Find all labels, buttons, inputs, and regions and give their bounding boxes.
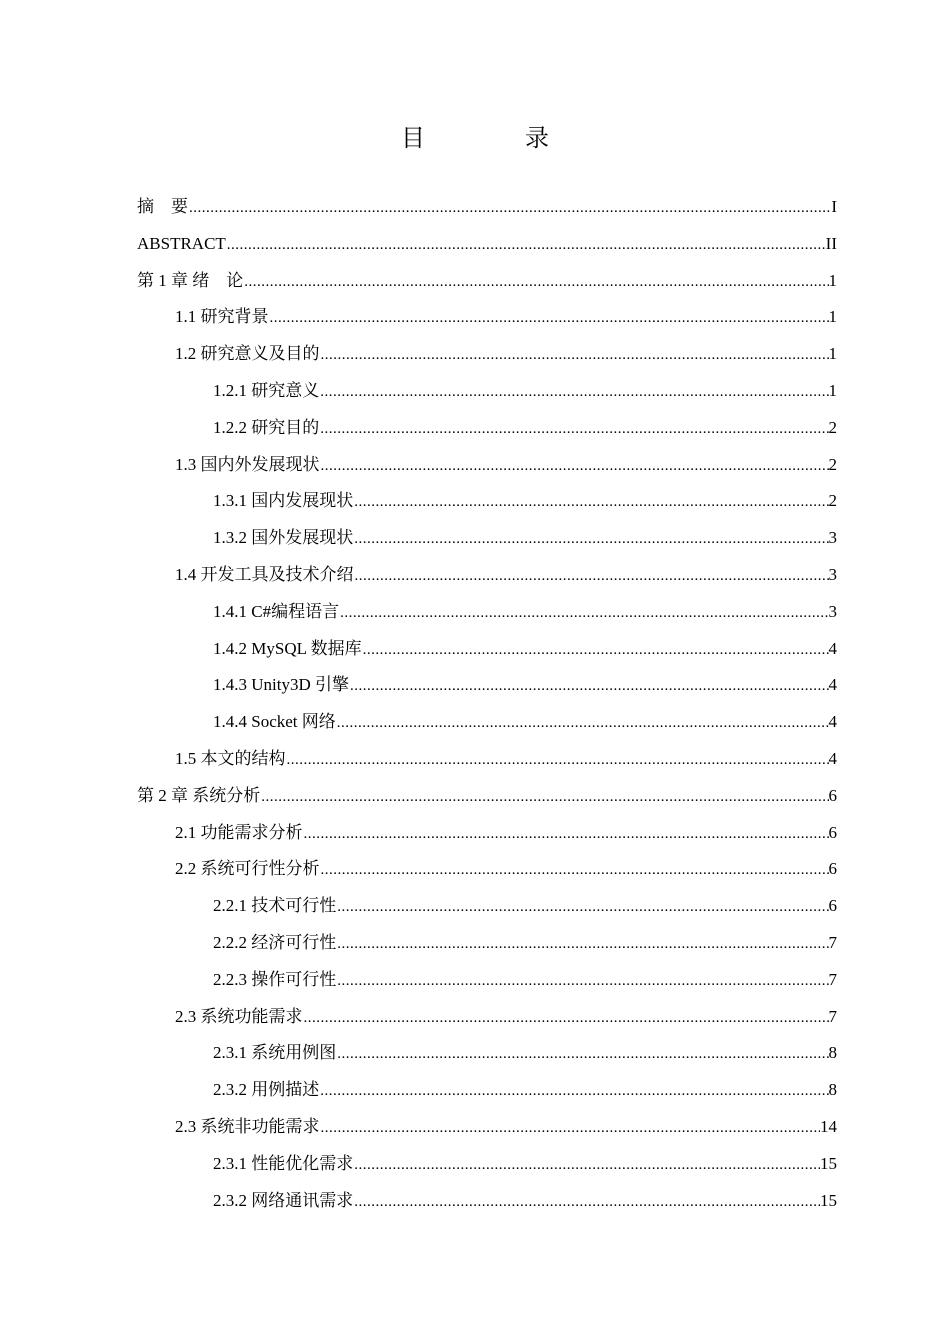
toc-entry-title: 1.4.4 Socket 网络	[213, 712, 336, 732]
toc-entry[interactable]	[137, 413, 837, 450]
toc-dot-leader	[337, 928, 828, 959]
toc-dot-leader	[304, 1002, 829, 1033]
toc-dot-leader	[287, 744, 829, 775]
toc-entry-title: 1.2.2 研究目的	[213, 417, 320, 437]
toc-dot-leader	[354, 1149, 820, 1180]
toc-entry-page-number: 1	[828, 344, 837, 364]
toc-dot-leader	[355, 560, 829, 591]
toc-entry[interactable]	[137, 302, 837, 339]
toc-dot-leader	[261, 781, 828, 812]
toc-entry-title: 1.4.3 Unity3D 引擎	[213, 675, 349, 695]
toc-dot-leader	[340, 597, 828, 628]
toc-entry[interactable]	[137, 339, 837, 376]
toc-entry-title: 2.3.1 性能优化需求	[213, 1153, 354, 1173]
toc-entry-page-number: 3	[828, 528, 837, 548]
toc-dot-leader	[189, 192, 831, 223]
toc-dot-leader	[320, 413, 828, 444]
toc-entry-title: 1.4 开发工具及技术介绍	[175, 564, 354, 584]
toc-entry-page-number: 4	[828, 638, 837, 658]
toc-dot-leader	[337, 965, 828, 996]
toc-entry-title: 1.4.1 C#编程语言	[213, 601, 340, 621]
toc-entry-page-number: 2	[828, 417, 837, 437]
toc-entry-title: 2.3 系统非功能需求	[175, 1116, 320, 1136]
toc-entry-title: 2.2.1 技术可行性	[213, 896, 337, 916]
toc-dot-leader	[304, 818, 829, 849]
toc-entry-page-number: 14	[820, 1116, 837, 1136]
toc-entry[interactable]	[137, 1186, 837, 1223]
toc-entry-page-number: 6	[828, 859, 837, 879]
toc-entry-title: ABSTRACT	[137, 233, 226, 253]
toc-entry[interactable]	[137, 965, 837, 1002]
toc-entry-title: 1.2 研究意义及目的	[175, 344, 320, 364]
toc-entry[interactable]	[137, 854, 837, 891]
toc-dot-leader	[244, 266, 828, 297]
table-of-contents	[137, 192, 837, 1222]
toc-entry-page-number: 2	[828, 491, 837, 511]
toc-entry[interactable]	[137, 744, 837, 781]
toc-dot-leader	[321, 450, 829, 481]
toc-dot-leader	[363, 634, 829, 665]
toc-entry-page-number: 15	[820, 1190, 837, 1210]
toc-entry-title: 2.2 系统可行性分析	[175, 859, 320, 879]
toc-entry-title: 1.3 国内外发展现状	[175, 454, 320, 474]
toc-entry-title: 摘 要	[137, 197, 188, 216]
toc-dot-leader	[337, 891, 828, 922]
toc-entry[interactable]	[137, 229, 837, 266]
toc-entry-title: 1.3.1 国内发展现状	[213, 491, 354, 511]
toc-dot-leader	[227, 229, 826, 260]
toc-entry-title: 1.1 研究背景	[175, 307, 269, 327]
toc-entry-page-number: II	[825, 233, 837, 253]
toc-entry-page-number: 3	[828, 601, 837, 621]
toc-entry[interactable]	[137, 523, 837, 560]
toc-entry-page-number: 4	[828, 675, 837, 695]
toc-entry-page-number: 7	[828, 969, 837, 989]
toc-entry-page-number: 6	[828, 822, 837, 842]
toc-entry[interactable]	[137, 634, 837, 671]
toc-entry[interactable]	[137, 597, 837, 634]
toc-entry[interactable]	[137, 1149, 837, 1186]
toc-entry[interactable]	[137, 707, 837, 744]
toc-entry-page-number: 15	[820, 1153, 837, 1173]
toc-entry-page-number: 1	[828, 270, 837, 290]
toc-dot-leader	[321, 1112, 821, 1143]
toc-entry[interactable]	[137, 450, 837, 487]
toc-entry-page-number: 1	[828, 307, 837, 327]
toc-entry[interactable]	[137, 376, 837, 413]
toc-entry-title: 第 1 章 绪 论	[137, 270, 244, 290]
toc-dot-leader	[354, 1186, 820, 1217]
toc-dot-leader	[321, 339, 829, 370]
toc-entry[interactable]	[137, 486, 837, 523]
toc-entry[interactable]	[137, 818, 837, 855]
toc-dot-leader	[270, 302, 829, 333]
toc-entry[interactable]	[137, 781, 837, 818]
toc-entry[interactable]	[137, 560, 837, 597]
toc-entry-title: 1.3.2 国外发展现状	[213, 528, 354, 548]
toc-entry-page-number: 7	[828, 932, 837, 952]
toc-entry-page-number: 1	[828, 380, 837, 400]
toc-entry-page-number: 2	[828, 454, 837, 474]
toc-entry-title: 2.3.2 网络通讯需求	[213, 1190, 354, 1210]
toc-entry[interactable]	[137, 192, 837, 229]
toc-entry-title: 2.1 功能需求分析	[175, 822, 303, 842]
toc-entry[interactable]	[137, 1075, 837, 1112]
toc-entry-title: 第 2 章 系统分析	[137, 785, 261, 805]
toc-entry-title: 2.2.3 操作可行性	[213, 969, 337, 989]
toc-entry[interactable]	[137, 1112, 837, 1149]
toc-entry-title: 2.3.2 用例描述	[213, 1080, 320, 1100]
toc-entry-title: 2.3.1 系统用例图	[213, 1043, 337, 1063]
toc-entry-page-number: 3	[828, 564, 837, 584]
toc-entry[interactable]	[137, 891, 837, 928]
toc-entry-title: 1.2.1 研究意义	[213, 380, 320, 400]
toc-dot-leader	[320, 1075, 828, 1106]
toc-dot-leader	[350, 670, 829, 701]
toc-entry[interactable]	[137, 1038, 837, 1075]
toc-entry[interactable]	[137, 670, 837, 707]
toc-dot-leader	[320, 376, 828, 407]
toc-entry-title: 2.3 系统功能需求	[175, 1006, 303, 1026]
toc-entry-page-number: 8	[828, 1080, 837, 1100]
toc-entry-page-number: 7	[828, 1006, 837, 1026]
toc-dot-leader	[321, 854, 829, 885]
toc-entry-page-number: 4	[828, 748, 837, 768]
toc-entry-page-number: 6	[828, 785, 837, 805]
toc-dot-leader	[354, 486, 828, 517]
toc-entry-title: 1.5 本文的结构	[175, 748, 286, 768]
toc-entry-title: 2.2.2 经济可行性	[213, 932, 337, 952]
toc-entry-page-number: 8	[828, 1043, 837, 1063]
toc-entry-page-number: 4	[828, 712, 837, 732]
toc-entry[interactable]	[137, 266, 837, 303]
toc-dot-leader	[337, 1038, 828, 1069]
toc-entry-title: 1.4.2 MySQL 数据库	[213, 638, 362, 658]
toc-entry-page-number: I	[831, 197, 837, 216]
toc-entry[interactable]	[137, 1002, 837, 1039]
toc-entry[interactable]	[137, 928, 837, 965]
toc-entry-page-number: 6	[828, 896, 837, 916]
toc-dot-leader	[337, 707, 829, 738]
page-title: 目 录	[401, 126, 587, 152]
toc-dot-leader	[354, 523, 828, 554]
